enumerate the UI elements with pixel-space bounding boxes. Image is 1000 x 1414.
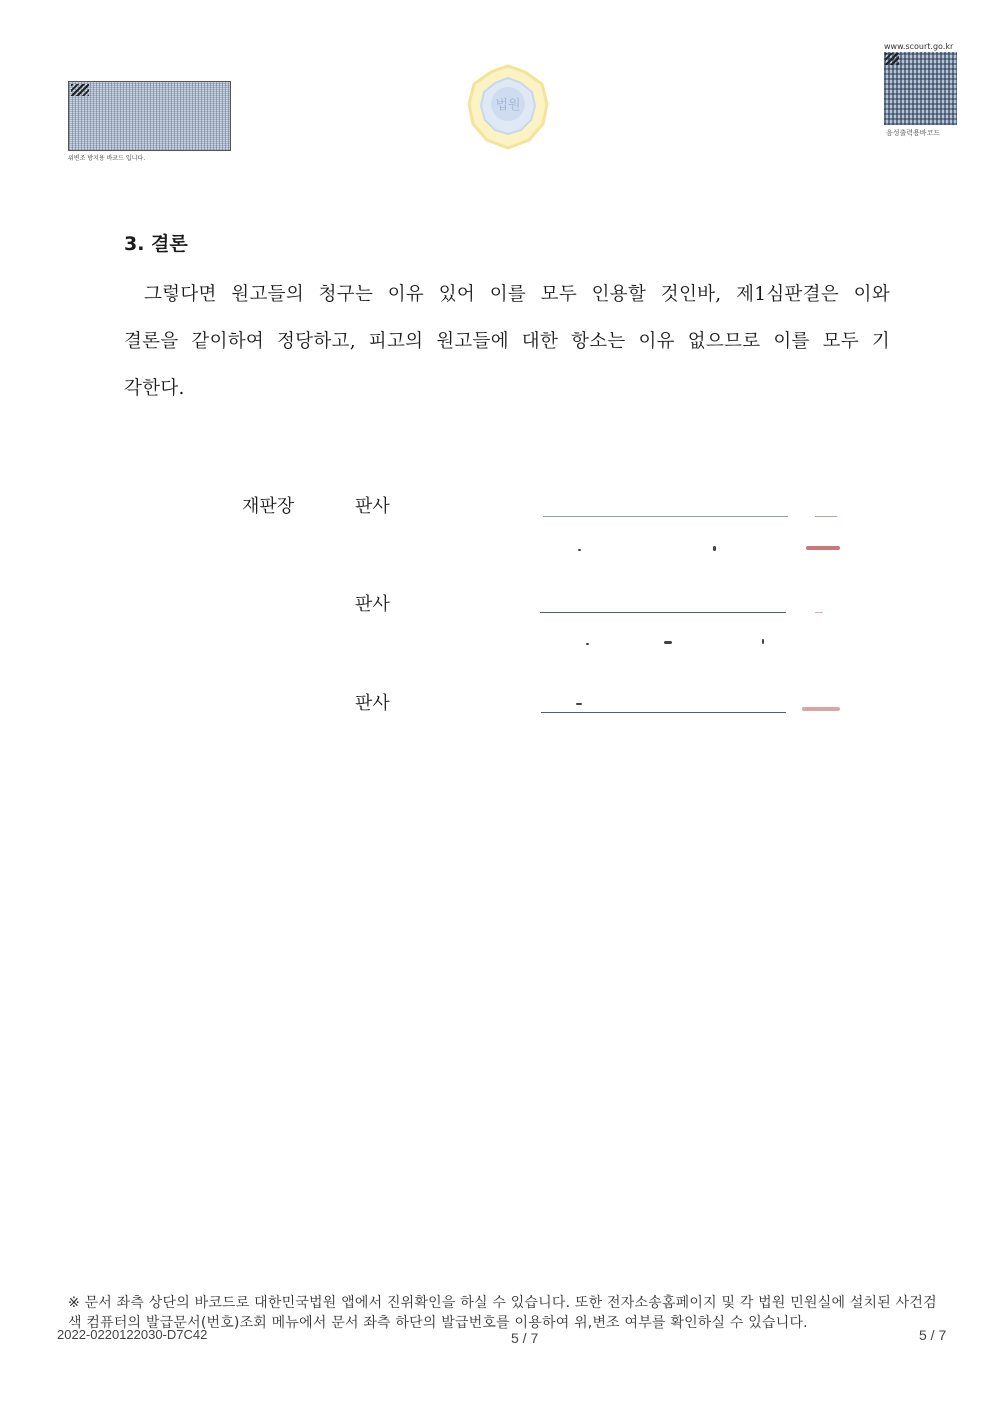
scan-mark	[713, 546, 716, 551]
conclusion-paragraph: 그렇다면 원고들의 청구는 이유 있어 이를 모두 인용할 것인바, 제1심판결은 이와 결론을 같이하여 정당하고, 피고의 원고들에 대한 항소는 이유 없으므로 이를 모두 기각한다.	[124, 284, 890, 399]
judge-3-title: 판사	[355, 693, 390, 714]
judge-1-title: 판사	[355, 496, 390, 517]
judge-2-title: 판사	[355, 594, 390, 615]
seal-mark	[802, 707, 840, 711]
signature-mark-1	[815, 516, 837, 517]
signature-line-1	[543, 516, 788, 517]
qr-corner-mark	[885, 53, 899, 65]
seal-text: 법원	[495, 98, 521, 113]
scan-mark	[664, 641, 672, 644]
issue-number: 2022-0220122030-D7C42	[57, 1327, 208, 1342]
page-number-center: 5 / 7	[511, 1330, 539, 1346]
qr-caption: 음성출력용바코드	[886, 129, 941, 137]
page-number-right: 5 / 7	[919, 1327, 947, 1343]
verification-note: ※ 문서 좌측 상단의 바코드로 대한민국법원 앱에서 진위확인을 하실 수 있습니다. 또한 전자소송홈페이지 및 각 법원 민원실에 설치된 사건검색 컴퓨터의 발급문서(번호)조회 메뉴에서 문서 좌측 하단의 발급번호를 이용하여 위,변조 여부를 확인하실 수 있습니다.	[68, 1295, 937, 1331]
barcode-caption: 위변조 방지용 바코드 입니다.	[68, 155, 146, 162]
court-seal-icon	[463, 62, 553, 152]
scan-mark	[576, 703, 582, 705]
scan-mark	[586, 643, 589, 645]
barcode-corner-mark	[71, 84, 89, 96]
scan-mark	[578, 549, 581, 551]
qr-url: www.scourt.go.kr	[884, 42, 954, 51]
seal-mark	[806, 546, 840, 550]
signature-line-3	[541, 712, 786, 713]
scan-mark	[762, 639, 764, 644]
presiding-judge-title: 재판장	[242, 496, 295, 517]
section-heading: 3. 결론	[124, 233, 188, 255]
voice-output-barcode	[884, 52, 957, 125]
signature-mark-2	[815, 612, 823, 613]
signature-line-2	[540, 612, 786, 613]
anti-forgery-barcode	[68, 81, 231, 151]
